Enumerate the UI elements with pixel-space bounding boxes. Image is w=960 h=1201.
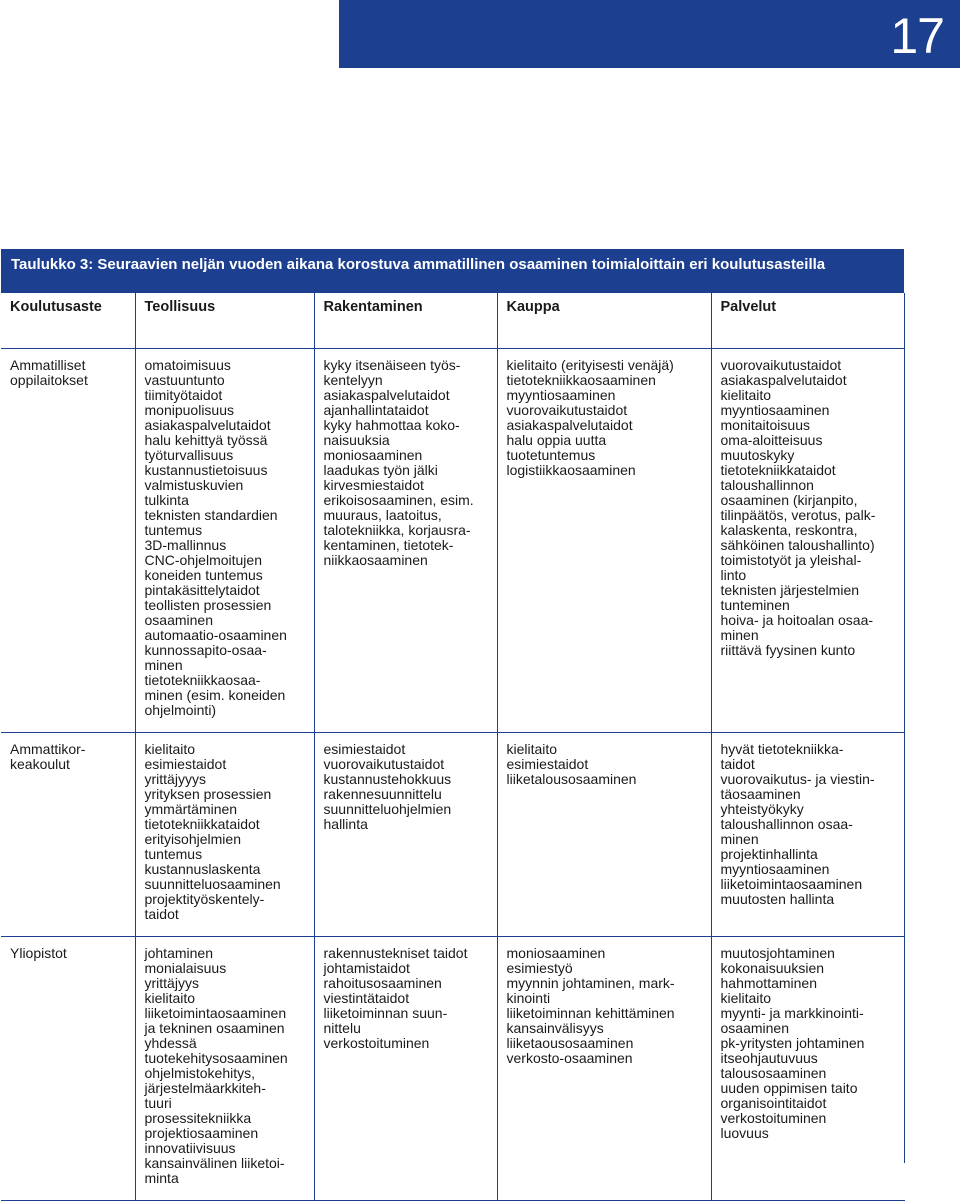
cell-line: talousosaaminen	[720, 1064, 827, 1081]
cell-line: ajanhallintataidot	[323, 401, 429, 418]
cell-line: projektityöskentely-	[144, 890, 265, 907]
cell-line: yhteistyökyky	[720, 800, 804, 817]
cell-line: monitaitoisuus	[720, 416, 810, 433]
cell-line: tuuri	[144, 1094, 172, 1111]
cell-line: asiakaspalvelutaidot	[144, 416, 271, 433]
cell-line: linto	[720, 566, 747, 583]
row-label	[1, 348, 135, 732]
cell-line: vuorovaikutus- ja viestin-	[720, 770, 875, 787]
cell-line: kielitaito	[144, 989, 196, 1006]
cell-line: monialaisuus	[144, 959, 227, 976]
table-row	[1, 348, 905, 732]
cell-line: tuntemus	[144, 521, 203, 538]
cell-line: viestintätaidot	[323, 989, 410, 1006]
cell-line: liiketaousosaaminen	[506, 1034, 634, 1051]
cell-line: myyntiosaaminen	[506, 386, 616, 403]
cell-line: yhdessä	[144, 1034, 197, 1051]
cell-line: minen	[720, 830, 759, 847]
cell-line: nittelu	[323, 1019, 361, 1036]
cell-line: tiimityötaidot	[144, 386, 223, 403]
cell-line: kansainvälinen liiketoi-	[144, 1154, 285, 1171]
table-right-border	[904, 293, 905, 1163]
column-header: Rakentaminen	[314, 293, 497, 348]
competence-table	[1, 293, 905, 1201]
cell-line: muuraus, laatoitus,	[323, 506, 442, 523]
cell-line: taidot	[144, 905, 179, 922]
cell-line: vastuuntunto	[144, 371, 225, 388]
cell-line: taidot	[720, 755, 755, 772]
cell-line: asiakaspalvelutaidot	[323, 386, 450, 403]
column-header: Palvelut	[720, 299, 777, 315]
column-header: Koulutusaste	[1, 293, 135, 348]
row-label-line: Yliopistot	[10, 944, 67, 961]
cell-line: verkostoituminen	[720, 1109, 827, 1126]
table-cell	[497, 348, 711, 732]
row-label-line: Ammattikor-	[10, 740, 86, 757]
column-header: Teollisuus	[135, 293, 314, 348]
cell-line: esimiestaidot	[323, 740, 406, 757]
table-cell	[135, 936, 314, 1200]
cell-line: kyky hahmottaa koko-	[323, 416, 460, 433]
cell-line: organisointitaidot	[720, 1094, 827, 1111]
cell-line: kustannustehokkuus	[323, 770, 452, 787]
table-header-row	[1, 293, 905, 348]
cell-line: tuntemus	[144, 845, 203, 862]
cell-line: tuotekehitysosaaminen	[144, 1049, 288, 1066]
cell-line: kielitaito	[720, 989, 772, 1006]
cell-line: hyvät tietotekniikka-	[720, 740, 844, 757]
cell-line: minen	[720, 626, 759, 643]
table-cell	[314, 732, 497, 936]
cell-line: liiketoimintaosaaminen	[144, 1004, 287, 1021]
cell-line: kielitaito	[506, 740, 558, 757]
cell-line: teknisten järjestelmien	[720, 581, 860, 598]
table-cell	[135, 348, 314, 732]
cell-line: esimiestaidot	[144, 755, 227, 772]
cell-line: kalaskenta, reskontra,	[720, 521, 858, 538]
cell-line: liiketalousosaaminen	[506, 770, 637, 787]
cell-line: muutosjohtaminen	[720, 944, 835, 961]
cell-line: erikoisosaaminen, esim.	[323, 491, 474, 508]
cell-line: rakennesuunnittelu	[323, 785, 442, 802]
cell-line: asiakaspalvelutaidot	[506, 416, 633, 433]
cell-line: monipuolisuus	[144, 401, 234, 418]
table-cell	[711, 348, 905, 732]
cell-line: kinointi	[506, 989, 551, 1006]
cell-line: sähköinen taloushallinto)	[720, 536, 875, 553]
cell-line: projektinhallinta	[720, 845, 818, 862]
cell-line: liiketoimintaosaaminen	[720, 875, 863, 892]
cell-line: ohjelmointi)	[144, 701, 217, 718]
table-row	[1, 732, 905, 936]
cell-line: taloushallinnon	[720, 476, 814, 493]
cell-line: naisuuksia	[323, 431, 390, 448]
cell-line: talotekniikka, korjausra-	[323, 521, 471, 538]
cell-line: halu oppia uutta	[506, 431, 607, 448]
cell-line: omatoimisuus	[144, 356, 231, 373]
cell-line: ymmärtäminen	[144, 800, 238, 817]
cell-line: myynnin johtaminen, mark-	[506, 974, 675, 991]
table-cell	[497, 732, 711, 936]
cell-line: vuorovaikutustaidot	[720, 356, 842, 373]
cell-line: pk-yritysten johtaminen	[720, 1034, 865, 1051]
cell-line: riittävä fyysinen kunto	[720, 641, 856, 658]
cell-line: verkosto-osaaminen	[506, 1049, 633, 1066]
cell-line: vuorovaikutustaidot	[323, 755, 445, 772]
cell-line: niikkaosaaminen	[323, 551, 428, 568]
cell-line: kyky itsenäiseen työs-	[323, 356, 461, 373]
cell-line: hallinta	[323, 815, 368, 832]
cell-line: luovuus	[720, 1124, 769, 1141]
page-number: 17	[890, 8, 944, 64]
cell-line: laadukas työn jälki	[323, 461, 438, 478]
table-cell	[135, 732, 314, 936]
cell-line: suunnitteluohjelmien	[323, 800, 452, 817]
cell-line: minen (esim. koneiden	[144, 686, 286, 703]
cell-line: osaaminen	[144, 611, 213, 628]
cell-line: kirvesmiestaidot	[323, 476, 424, 493]
cell-line: ja tekninen osaaminen	[144, 1019, 285, 1036]
cell-line: moniosaaminen	[323, 446, 423, 463]
cell-line: kustannustietoisuus	[144, 461, 268, 478]
cell-line: verkostoituminen	[323, 1034, 430, 1051]
cell-line: minen	[144, 656, 183, 673]
cell-line: yrittäjyys	[144, 974, 199, 991]
cell-line: kokonaisuuksien	[720, 959, 825, 976]
cell-line: innovatiivisuus	[144, 1139, 236, 1156]
cell-line: johtaminen	[144, 944, 213, 961]
cell-line: taloushallinnon osaa-	[720, 815, 853, 832]
cell-line: muutoskyky	[720, 446, 795, 463]
cell-line: tietotekniikkataidot	[144, 815, 260, 832]
cell-line: kustannuslaskenta	[144, 860, 261, 877]
cell-line: myyntiosaaminen	[720, 860, 830, 877]
cell-line: kielitaito (erityisesti venäjä)	[506, 356, 674, 373]
cell-line: koneiden tuntemus	[144, 566, 263, 583]
cell-line: erityisohjelmien	[144, 830, 241, 847]
cell-line: kielitaito	[720, 386, 772, 403]
cell-line: osaaminen	[720, 1019, 789, 1036]
cell-line: ohjelmistokehitys,	[144, 1064, 255, 1081]
cell-line: uuden oppimisen taito	[720, 1079, 858, 1096]
cell-line: esimiestyö	[506, 959, 573, 976]
cell-line: osaaminen (kirjanpito,	[720, 491, 858, 508]
cell-line: täosaaminen	[720, 785, 801, 802]
cell-line: esimiestaidot	[506, 755, 589, 772]
row-label	[1, 732, 135, 936]
cell-line: teknisten standardien	[144, 506, 278, 523]
cell-line: johtamistaidot	[323, 959, 410, 976]
cell-line: kansainvälisyys	[506, 1019, 604, 1036]
cell-line: minta	[144, 1169, 179, 1186]
cell-line: liiketoiminnan kehittäminen	[506, 1004, 675, 1021]
cell-line: tulkinta	[144, 491, 189, 508]
table-caption: Taulukko 3: Seuraavien neljän vuoden aikana korostuva ammatillinen osaaminen toimialoittain eri koulutusasteilla	[1, 249, 904, 293]
cell-line: moniosaaminen	[506, 944, 606, 961]
cell-line: asiakaspalvelutaidot	[720, 371, 847, 388]
cell-line: tietotekniikkaosaa-	[144, 671, 261, 688]
cell-line: rahoitusosaaminen	[323, 974, 442, 991]
cell-line: yrittäjyyys	[144, 770, 206, 787]
cell-line: pintakäsittelytaidot	[144, 581, 260, 598]
cell-line: hoiva- ja hoitoalan osaa-	[720, 611, 874, 628]
cell-line: tietotekniikkaosaaminen	[506, 371, 656, 388]
cell-line: CNC-ohjelmoitujen	[144, 551, 262, 568]
cell-line: kentelyyn	[323, 371, 383, 388]
cell-line: automaatio-osaaminen	[144, 626, 287, 643]
cell-line: projektiosaaminen	[144, 1124, 259, 1141]
cell-line: hahmottaminen	[720, 974, 818, 991]
table-cell	[711, 732, 905, 936]
cell-line: 3D-mallinnus	[144, 536, 227, 553]
row-label	[1, 936, 135, 1200]
row-label-line: oppilaitokset	[10, 371, 88, 388]
cell-line: tietotekniikkataidot	[720, 461, 836, 478]
cell-line: suunnitteluosaaminen	[144, 875, 281, 892]
table-cell	[314, 936, 497, 1200]
cell-line: yrityksen prosessien	[144, 785, 272, 802]
cell-line: itseohjautuvuus	[720, 1049, 818, 1066]
cell-line: oma-aloitteisuus	[720, 431, 823, 448]
cell-line: tunteminen	[720, 596, 790, 613]
cell-line: teollisten prosessien	[144, 596, 272, 613]
page-number-bar	[339, 0, 960, 68]
table-cell	[497, 936, 711, 1200]
cell-line: toimistotyöt ja yleishal-	[720, 551, 862, 568]
cell-line: kentaminen, tietotek-	[323, 536, 454, 553]
cell-line: työturvallisuus	[144, 446, 234, 463]
cell-line: valmistuskuvien	[144, 476, 244, 493]
cell-line: järjestelmäarkkiteh-	[144, 1079, 266, 1096]
cell-line: rakennustekniset taidot	[323, 944, 468, 961]
cell-line: liiketoiminnan suun-	[323, 1004, 448, 1021]
table-cell	[711, 936, 905, 1200]
column-header: Kauppa	[497, 293, 711, 348]
cell-line: kunnossapito-osaa-	[144, 641, 267, 658]
cell-line: kielitaito	[144, 740, 196, 757]
cell-line: tuotetuntemus	[506, 446, 596, 463]
cell-line: tilinpäätös, verotus, palk-	[720, 506, 876, 523]
cell-line: prosessitekniikka	[144, 1109, 252, 1126]
cell-line: halu kehittyä työssä	[144, 431, 268, 448]
cell-line: myyntiosaaminen	[720, 401, 830, 418]
row-label-line: keakoulut	[10, 755, 70, 772]
cell-line: myynti- ja markkinointi-	[720, 1004, 864, 1021]
cell-line: muutosten hallinta	[720, 890, 835, 907]
row-label-line: Ammatilliset	[10, 356, 86, 373]
table-row	[1, 936, 905, 1200]
table-cell	[314, 348, 497, 732]
cell-line: vuorovaikutustaidot	[506, 401, 628, 418]
cell-line: logistiikkaosaaminen	[506, 461, 636, 478]
